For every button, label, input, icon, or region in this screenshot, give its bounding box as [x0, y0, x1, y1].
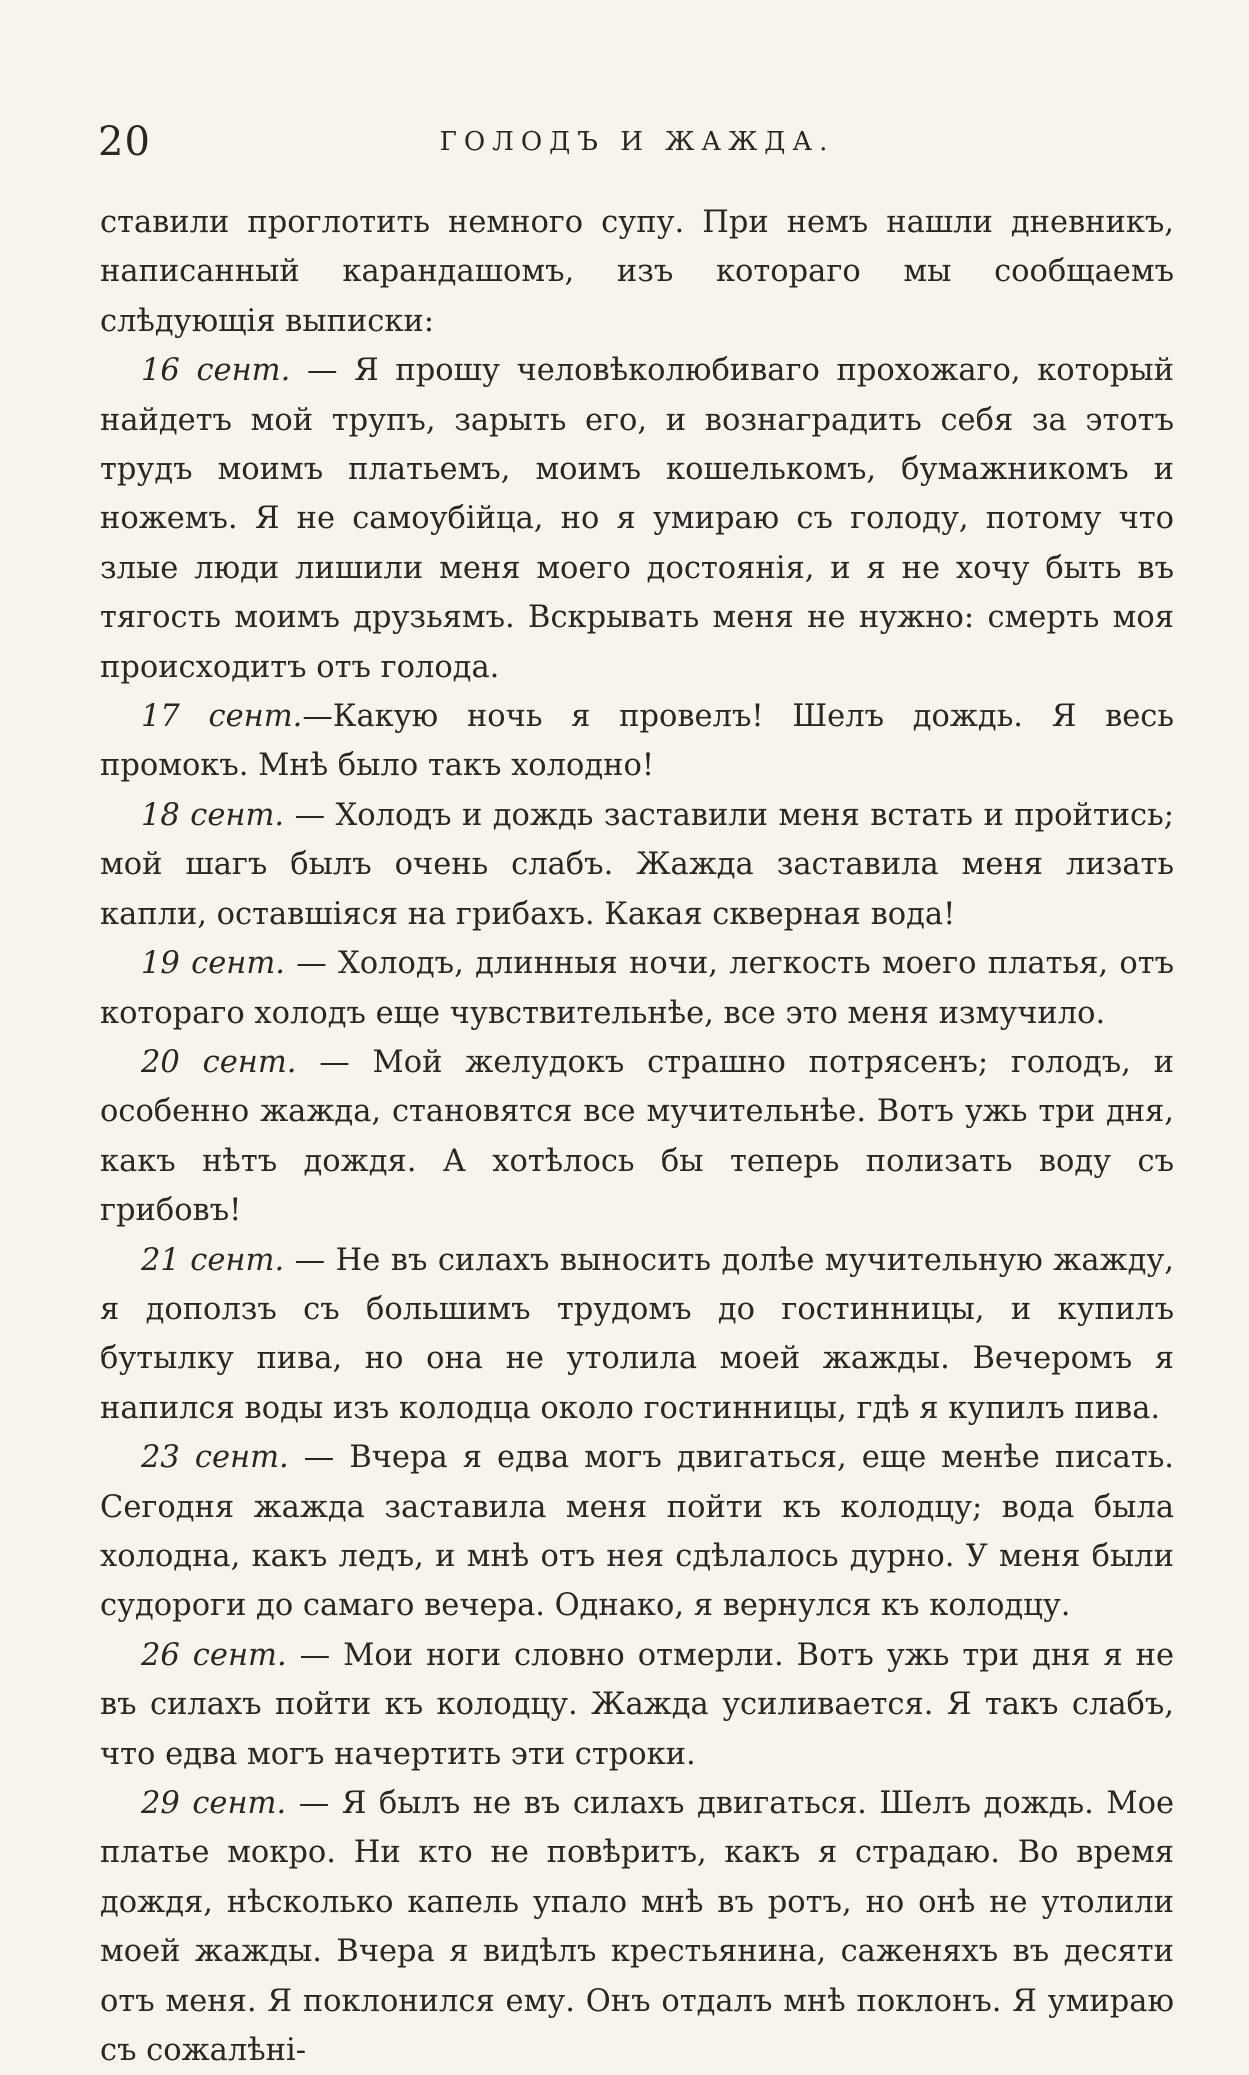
entry-date: 23 сент. — [141, 1440, 289, 1476]
diary-entry-18 — [100, 791, 1174, 939]
page-number: 20 — [98, 119, 151, 165]
entry-text: — Холодъ, длинныя ночи, легкость моего платья, отъ котораго холодъ еще чувствительнѣе, все это меня измучило. — [100, 946, 1174, 1031]
entry-text: —Какую ночь я провелъ! Шелъ дождь. Я весь промокъ. Мнѣ было такъ холодно! — [100, 699, 1174, 784]
diary-entry-21 — [100, 1236, 1174, 1434]
entry-date: 18 сент. — [141, 797, 285, 833]
entry-text: — Холодъ и дождь заставили меня встать и пройтись; мой шагъ былъ очень слабъ. Жажда заставила меня лизать капли, оставшіяся на грибахъ. Какая скверная вода! — [100, 797, 1174, 932]
entry-date: 21 сент. — [141, 1242, 285, 1278]
entry-date: 29 сент. — [141, 1786, 287, 1821]
page-text — [100, 198, 1174, 2075]
diary-entry-20 — [100, 1038, 1174, 1236]
running-title: ГОЛОДЪ И ЖАЖДА. — [439, 127, 835, 157]
diary-entry-29 — [100, 1779, 1174, 2075]
diary-entry-23 — [100, 1433, 1174, 1631]
entry-date: 16 сент. — [141, 353, 291, 389]
diary-entry-19 — [100, 939, 1174, 1038]
entry-date: 20 сент. — [141, 1044, 297, 1080]
entry-date: 19 сент. — [141, 946, 285, 982]
entry-text: — Не въ силахъ выносить долѣе мучительную жажду, я доползъ съ большимъ трудомъ до гостинницы, и купилъ бутылку пива, но она не утолила моей жажды. Вечеромъ я напился воды изъ колодца около гостинницы, гдѣ я купилъ пива. — [100, 1242, 1175, 1426]
entry-text: — Я прошу человѣколюбиваго прохожаго, который найдетъ мой трупъ, зарыть его, и вознаградить себя за этотъ трудъ моимъ платьемъ, моимъ кошелькомъ, бумажникомъ и ножемъ. Я не самоубійца, но я умираю съ голоду, потому что злые люди лишили меня моего достоянія, и я не хочу быть въ тягость моимъ друзьямъ. Вскрывать меня не нужно: смерть моя происходитъ отъ голода. — [100, 353, 1174, 685]
entry-text: — Вчера я едва могъ двигаться, еще менѣе писать. Сегодня жажда заставила меня пойти къ колодцу; вода была холодна, какъ ледъ, и мнѣ отъ нея сдѣлалось дурно. У меня были судороги до самаго вечера. Однако, я вернулся къ колодцу. — [100, 1440, 1175, 1624]
entry-text: — Мои ноги словно отмерли. Вотъ ужь три дня я не въ силахъ пойти къ колодцу. Жажда усиливается. Я такъ слабъ, что едва могъ начертить эти строки. — [100, 1637, 1175, 1772]
entry-text: — Мой желудокъ страшно потрясенъ; голодъ, и особенно жажда, становятся все мучительнѣе. Вотъ ужь три дня, какъ нѣтъ дождя. А хотѣлось бы теперь полизать воду съ грибовъ! — [100, 1044, 1174, 1229]
intro-paragraph: ставили проглотить немного супу. При немъ нашли дневникъ, написанный карандашомъ, изъ котораго мы сообщаемъ слѣдующія выписки: — [100, 205, 1174, 339]
running-head — [98, 112, 1176, 172]
diary-entry-26 — [100, 1631, 1174, 1779]
entry-text: — Я былъ не въ силахъ двигаться. Шелъ дождь. Мое платье мокро. Ни кто не повѣритъ, какъ я страдаю. Во время дождя, нѣсколько капель упало мнѣ въ ротъ, но онѣ не утолили моей жажды. Вчера я видѣлъ крестьянина, саженяхъ въ десяти отъ меня. Я поклонился ему. Онъ отдалъ мнѣ поклонъ. Я умираю съ сожалѣні- — [100, 1786, 1175, 2069]
diary-entry-16 — [100, 346, 1174, 692]
diary-entry-17 — [100, 692, 1174, 791]
entry-date: 26 сент. — [141, 1637, 287, 1673]
entry-date: 17 сент. — [141, 699, 303, 735]
